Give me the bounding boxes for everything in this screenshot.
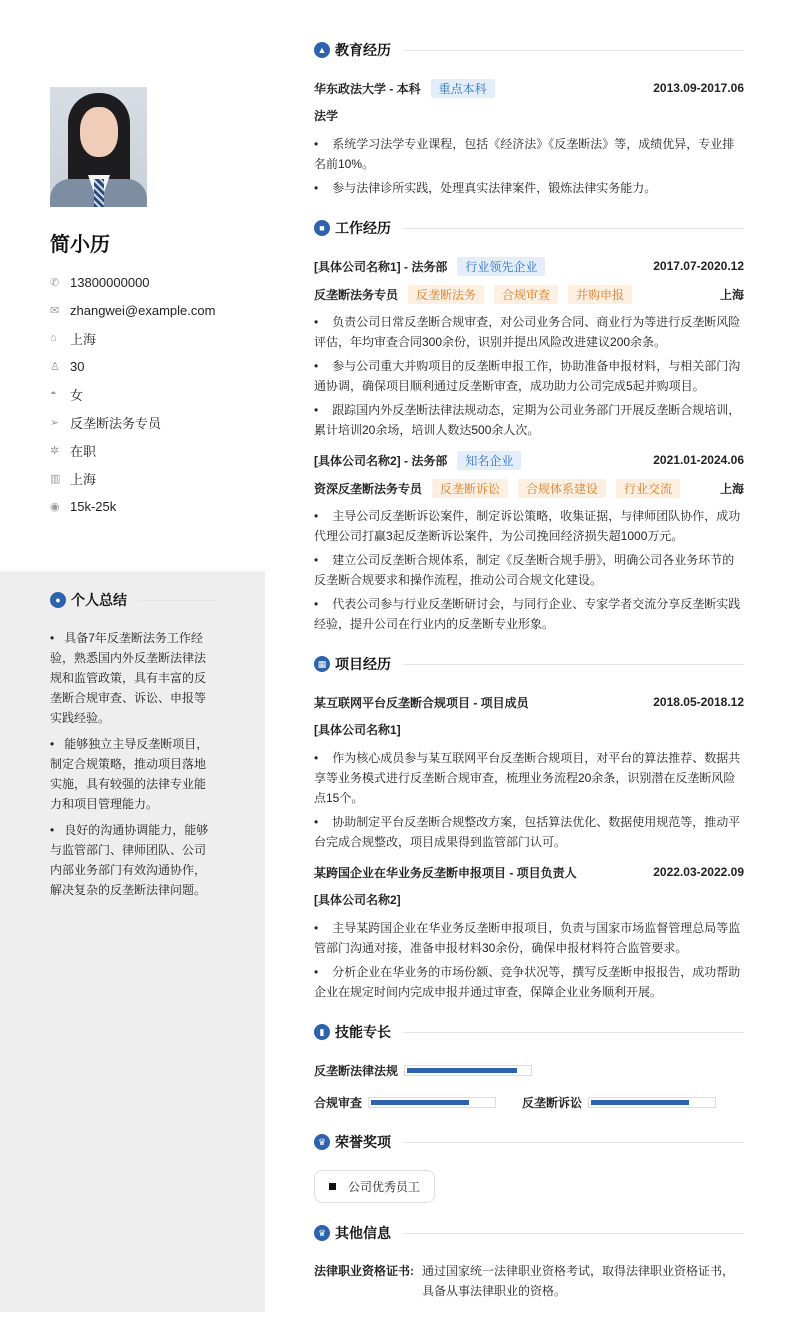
awards-section: ♛ 荣誉奖项 公司优秀员工 <box>314 1132 744 1203</box>
skill-bar <box>588 1097 716 1108</box>
user-icon: ● <box>50 592 66 608</box>
bar-chart-icon: ▮ <box>314 1024 330 1040</box>
skill-item: 合规审查 <box>314 1092 496 1112</box>
summary-item: • 良好的沟通协调能力，能够与监管部门、律师团队、公司内部业务部门有效沟通协作，解决复杂的反垄断法律问题。 <box>50 820 215 900</box>
projects-section: ▦ 项目经历 某互联网平台反垄断合规项目 - 项目成员 2018.05-2018.12 [具体公司名称1] • 作为核心成员参与某互联网平台反垄断合规项目，对平台的算法推荐、数据共享等业务模式进行反垄断合规审查，梳理业务流程20余条，识别潜在反垄断风险点15个。 • 协助制定平台反垄断合规整改方案，包括算法优化、数据使用规范等，推动平台完成合规整改，项目成果得到监管部门认可。 某跨国企业在华业务反垄断申报项目 - 项目负责人 2022.03-2022.09 [具体公司名称2] • 主导某跨国企业在华业务反垄断申报项目，负责与国家市场监督管理总局等监管部门沟通对接，准备申报材料30余份，确保申报材料符合监管要求。 • 分析企业在华业务的市场份额、竞争状况等，撰写反垄断申报报告，成功帮助企业在规定时间内完成申报并通过审查，保障企业业务顺利开展。 <box>314 654 744 1002</box>
summary-item: • 能够独立主导反垄断项目，制定合规策略，推动项目落地实施，具有较强的法律专业能力和项目管理能力。 <box>50 734 215 814</box>
job-entry: [具体公司名称1] - 法务部 行业领先企业 2017.07-2020.12 反垄断法务专员 反垄断法务 合规审查 并购申报 上海 • 负责公司日常反垄断合规审查，对公司业务合同、商业行为等进行反垄断风险评估，年均审查合同300余份，识别并提出风险改进建议200余条。 • 参与公司重大并购项目的反垄断申报工作，协助准备申报材料，与相关部门沟通协调，确保项目顺利通过反垄断审查，成功助力公司完成5起并购项目。 • 跟踪国内外反垄断法律法规动态，定期为公司业务部门开展反垄断合规培训，累计培训20余场，培训人数达500余人次。 <box>314 256 744 440</box>
main-content <box>314 40 744 1321</box>
phone-icon: ✆ <box>50 276 60 289</box>
award-icon: ♛ <box>314 1134 330 1150</box>
grid-icon: ▦ <box>314 656 330 672</box>
info-age: ♙ 30 <box>50 358 85 374</box>
avatar-photo <box>50 87 147 207</box>
tag: 重点本科 <box>431 79 495 98</box>
skill-bar <box>404 1065 532 1076</box>
gear-icon: ✲ <box>50 444 60 457</box>
info-gender: ◓ 女 <box>50 387 84 403</box>
skill-item: 反垄断法律法规 <box>314 1060 532 1080</box>
skill-bar-fill <box>371 1100 469 1105</box>
info-position: ➢ 反垄断法务专员 <box>50 415 162 431</box>
send-icon: ➢ <box>50 416 60 429</box>
info-location: ⌂ 上海 <box>50 331 97 347</box>
skill-bar <box>368 1097 496 1108</box>
education-section: ▲ 教育经历 华东政法大学 - 本科 重点本科 2013.09-2017.06 法学 • 系统学习法学专业课程，包括《经济法》《反垄断法》等，成绩优异，专业排名前10%。 • 参与法律诊所实践，处理真实法律案件，锻炼法律实务能力。 <box>314 40 744 198</box>
briefcase-icon: ■ <box>314 220 330 236</box>
graduation-cap-icon: ▲ <box>314 42 330 58</box>
coin-icon: ◉ <box>50 500 60 513</box>
info-salary: ◉ 15k-25k <box>50 498 117 514</box>
work-section: ■ 工作经历 [具体公司名称1] - 法务部 行业领先企业 2017.07-2020.12 反垄断法务专员 反垄断法务 合规审查 并购申报 上海 • 负责公司日常反垄断合规审查，对公司业务合同、商业行为等进行反垄断风险评估，年均审查合同300余份，识别并提出风险改进建议200余条。 • 参与公司重大并购项目的反垄断申报工作，协助准备申报材料，与相关部门沟通协调，确保项目顺利通过反垄断审查，成功助力公司完成5起并购项目。 • 跟踪国内外反垄断法律法规动态，定期为公司业务部门开展反垄断合规培训，累计培训20余场，培训人数达500余人次。 [具体公司名称2] - 法务部 知名企业 2021.01-2024.06 资深反垄断法务专员 反垄断诉讼 合规体系建设 行业交流 上海 • 主导公司反垄断诉讼案件，制定诉讼策略，收集证据，与律师团队协作，成功代理公司打赢3起反垄断诉讼案件，为公司挽回经济损失超1000万元。 • 建立公司反垄断合规体系，制定《反垄断合规手册》，明确公司各业务环节的反垄断合规要求和操作流程，推动公司合规文化建设。 • 代表公司参与行业反垄断研讨会，与同行企业、专家学者交流分享反垄断实践经验，提升公司在行业内的反垄断专业形象。 <box>314 218 744 634</box>
award-item: 公司优秀员工 <box>314 1170 435 1203</box>
info-city: ▥ 上海 <box>50 471 97 487</box>
project-entry: 某互联网平台反垄断合规项目 - 项目成员 2018.05-2018.12 [具体公司名称1] • 作为核心成员参与某互联网平台反垄断合规项目，对平台的算法推荐、数据共享等业务模式进行反垄断合规审查，梳理业务流程20余条，识别潜在反垄断风险点15个。 • 协助制定平台反垄断合规整改方案，包括算法优化、数据使用规范等，推动平台完成合规整改，项目成果得到监管部门认可。 <box>314 692 744 852</box>
candidate-name: 简小历 <box>50 234 110 256</box>
summary-section: ● 个人总结 • 具备7年反垄断法务工作经验，熟悉国内外反垄断法律法规和监管政策，具有丰富的反垄断合规审查、诉讼、申报等实践经验。 • 能够独立主导反垄断项目，制定合规策略，推动项目落地实施，具有较强的法律专业能力和项目管理能力。 • 良好的沟通协调能力，能够与监管部门、律师团队、公司内部业务部门有效沟通协作，解决复杂的反垄断法律问题。 <box>50 590 215 906</box>
info-icon: ♛ <box>314 1225 330 1241</box>
info-status: ✲ 在职 <box>50 443 97 459</box>
info-phone: ✆ 13800000000 <box>50 274 150 290</box>
skill-bar-fill <box>591 1100 689 1105</box>
building-icon: ▥ <box>50 472 61 485</box>
project-entry: 某跨国企业在华业务反垄断申报项目 - 项目负责人 2022.03-2022.09 [具体公司名称2] • 主导某跨国企业在华业务反垄断申报项目，负责与国家市场监督管理总局等监管部门沟通对接，准备申报材料30余份，确保申报材料符合监管要求。 • 分析企业在华业务的市场份额、竞争状况等，撰写反垄断申报报告，成功帮助企业在规定时间内完成申报并通过审查，保障企业业务顺利开展。 <box>314 862 744 1002</box>
job-entry: [具体公司名称2] - 法务部 知名企业 2021.01-2024.06 资深反垄断法务专员 反垄断诉讼 合规体系建设 行业交流 上海 • 主导公司反垄断诉讼案件，制定诉讼策略，收集证据，与律师团队协作，成功代理公司打赢3起反垄断诉讼案件，为公司挽回经济损失超1000万元。 • 建立公司反垄断合规体系，制定《反垄断合规手册》，明确公司各业务环节的反垄断合规要求和操作流程，推动公司合规文化建设。 • 代表公司参与行业反垄断研讨会，与同行企业、专家学者交流分享反垄断实践经验，提升公司在行业内的反垄断专业形象。 <box>314 450 744 634</box>
contact-info <box>50 268 215 520</box>
cake-icon: ♙ <box>50 360 60 373</box>
mail-icon: ✉ <box>50 304 60 317</box>
home-icon: ⌂ <box>50 332 57 344</box>
person-icon: ◓ <box>50 388 57 400</box>
skill-bar-fill <box>407 1068 517 1073</box>
skills-section: ▮ 技能专长 反垄断法律法规 合规审查 反垄断诉讼 <box>314 1022 744 1112</box>
info-email: ✉ zhangwei@example.com <box>50 302 216 318</box>
other-section: ♛ 其他信息 法律职业资格证书: 通过国家统一法律职业资格考试，取得法律职业资格证书，具备从事法律职业的资格。 <box>314 1223 744 1301</box>
skill-item: 反垄断诉讼 <box>522 1092 716 1112</box>
summary-item: • 具备7年反垄断法务工作经验，熟悉国内外反垄断法律法规和监管政策，具有丰富的反垄断合规审查、诉讼、申报等实践经验。 <box>50 628 215 728</box>
